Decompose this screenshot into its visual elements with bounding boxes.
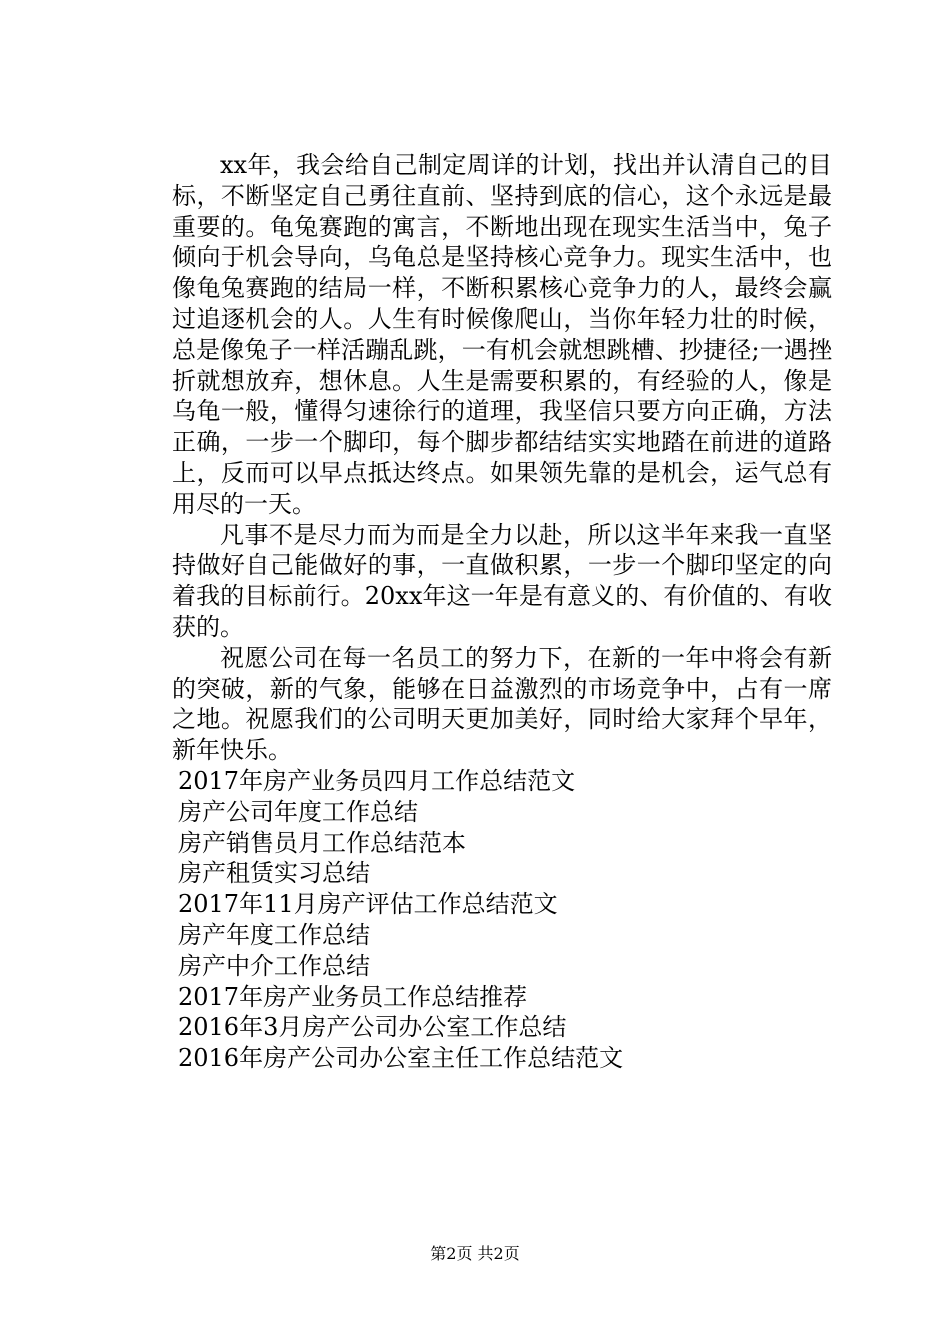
related-article-link[interactable]: 房产年度工作总结 [178,920,370,949]
related-article-link[interactable]: 2017年房产业务员四月工作总结范文 [178,766,576,795]
paragraph-2: 凡事不是尽力而为而是全力以赴，所以这半年来我一直坚持做好自己能做好的事，一直做积累，一步一个脚印坚定的向着我的目标前行。20xx年这一年是有意义的、有价值的、有收获的。 [172,520,832,641]
document-body [172,150,832,1074]
paragraph-3: 祝愿公司在每一名员工的努力下，在新的一年中将会有新的突破，新的气象，能够在日益激烈的市场竞争中，占有一席之地。祝愿我们的公司明天更加美好，同时给大家拜个早年，新年快乐。 [172,643,832,765]
paragraph-1: xx年，我会给自己制定周详的计划，找出并认清自己的目标，不断坚定自己勇往直前、坚持到底的信心，这个永远是最重要的。龟兔赛跑的寓言，不断地出现在现实生活当中，兔子倾向于机会导向，乌龟总是坚持核心竞争力。现实生活中，也像龟兔赛跑的结局一样，不断积累核心竞争力的人，最终会赢过追逐机会的人。人生有时候像爬山，当你年轻力壮的时候，总是像兔子一样活蹦乱跳，一有机会就想跳槽、抄捷径;一遇挫折就想放弃，想休息。人生是需要积累的，有经验的人，像是乌龟一般，懂得匀速徐行的道理，我坚信只要方向正确，方法正确，一步一个脚印，每个脚步都结结实实地踏在前进的道路上，反而可以早点抵达终点。如果领先靠的是机会，运气总有用尽的一天。 [172,151,832,518]
related-article-link[interactable]: 2017年房产业务员工作总结推荐 [178,982,528,1011]
page-number: 第2页 共2页 [430,1244,520,1263]
related-article-link[interactable]: 2017年11月房产评估工作总结范文 [178,890,558,919]
related-article-link[interactable]: 房产租赁实习总结 [178,859,370,888]
related-article-link[interactable]: 2016年房产公司办公室主任工作总结范文 [178,1044,624,1073]
page-footer [0,1243,950,1265]
related-article-link[interactable]: 房产公司年度工作总结 [178,797,418,826]
related-articles-list [172,766,832,1074]
related-article-link[interactable]: 2016年3月房产公司办公室工作总结 [178,1013,567,1042]
related-article-link[interactable]: 房产销售员月工作总结范本 [178,828,466,857]
related-article-link[interactable]: 房产中介工作总结 [178,951,370,980]
